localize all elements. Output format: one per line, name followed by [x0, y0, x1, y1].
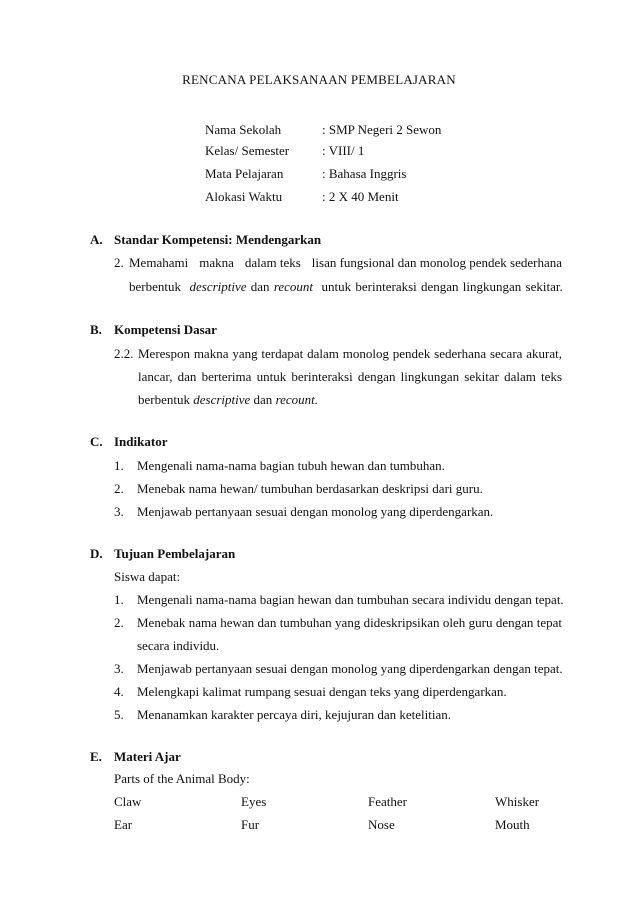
section-letter: E.	[90, 749, 102, 764]
text-segment: Memahami	[129, 255, 189, 270]
text-segment: dan	[250, 279, 270, 294]
text-segment: untuk berinteraksi dengan lingkungan sekitar.	[321, 279, 563, 294]
document-title: RENCANA PELAKSANAAN PEMBELAJARAN	[182, 72, 456, 87]
section-title: Indikator	[114, 434, 168, 449]
section-a-line-1	[129, 255, 562, 271]
info-label: Alokasi Waktu	[205, 189, 283, 204]
info-label: Nama Sekolah	[205, 122, 282, 137]
section-b-heading	[90, 322, 217, 338]
list-number: 3.	[114, 661, 124, 676]
list-item: Mengenali nama-nama bagian tubuh hewan dan tumbuhan.	[137, 458, 445, 473]
list-item-continuation: secara individu.	[137, 638, 220, 653]
section-letter: D.	[90, 546, 103, 561]
section-b-line-3	[138, 392, 318, 408]
list-item: Menanamkan karakter percaya diri, kejujuran dan ketelitian.	[137, 707, 452, 722]
section-a-heading	[90, 232, 321, 248]
italic-term: descriptive	[193, 392, 251, 407]
list-number: 3.	[114, 504, 124, 519]
text-segment: lisan fungsional dan monolog pendek sederhana	[311, 255, 562, 270]
section-a-line-2	[129, 279, 563, 295]
material-term: Ear	[114, 817, 133, 832]
italic-term: recount	[273, 279, 314, 294]
info-value: : VIII/ 1	[322, 143, 365, 158]
list-item: Menebak nama hewan dan tumbuhan yang dideskripsikan oleh guru dengan tepat	[137, 615, 562, 630]
list-number: 2.	[114, 481, 124, 496]
section-letter: C.	[90, 434, 103, 449]
text-segment: dan	[253, 392, 273, 407]
section-title: Materi Ajar	[114, 749, 181, 764]
list-number: 2.	[114, 615, 124, 630]
text-segment: berbentuk	[138, 392, 190, 407]
section-a-number: 2.	[114, 255, 124, 270]
section-e-intro: Parts of the Animal Body:	[114, 771, 250, 786]
material-term: Whisker	[495, 794, 540, 809]
text-segment: dalam teks	[244, 255, 301, 270]
list-item: Menjawab pertanyaan sesuai dengan monolog yang diperdengarkan.	[137, 504, 494, 519]
info-label: Mata Pelajaran	[205, 166, 284, 181]
list-number: 1.	[114, 458, 124, 473]
info-value: : Bahasa Inggris	[322, 166, 407, 181]
list-item: Menebak nama hewan/ tumbuhan berdasarkan deskripsi dari guru.	[137, 481, 483, 496]
list-number: 5.	[114, 707, 124, 722]
list-item: Melengkapi kalimat rumpang sesuai dengan teks yang diperdengarkan.	[137, 684, 507, 699]
section-title: Tujuan Pembelajaran	[114, 546, 236, 561]
section-letter: A.	[90, 232, 103, 247]
section-c-heading	[90, 434, 167, 450]
italic-term: recount.	[275, 392, 319, 407]
info-label: Kelas/ Semester	[205, 143, 290, 158]
section-d-heading	[90, 546, 235, 562]
text-segment: makna	[199, 255, 234, 270]
list-item: Mengenali nama-nama bagian hewan dan tumbuhan secara individu dengan tepat.	[137, 592, 564, 607]
section-b-line-2: lancar, dan berterima untuk berinteraksi dengan lingkungan sekitar dalam teks	[138, 369, 562, 384]
section-b-line-1: Merespon makna yang terdapat dalam monolog pendek sederhana secara akurat,	[138, 346, 562, 361]
section-letter: B.	[90, 322, 102, 337]
section-title: Standar Kompetensi: Mendengarkan	[114, 232, 322, 247]
list-number: 4.	[114, 684, 124, 699]
italic-term: descriptive	[189, 279, 247, 294]
info-value: : SMP Negeri 2 Sewon	[322, 122, 442, 137]
material-term: Claw	[114, 794, 142, 809]
material-term: Nose	[368, 817, 395, 832]
section-title: Kompetensi Dasar	[114, 322, 217, 337]
section-d-intro: Siswa dapat:	[114, 569, 181, 584]
section-e-heading	[90, 749, 181, 765]
text-segment: berbentuk	[129, 279, 181, 294]
info-value: : 2 X 40 Menit	[322, 189, 399, 204]
material-term: Eyes	[241, 794, 267, 809]
section-b-number: 2.2.	[114, 346, 134, 361]
list-number: 1.	[114, 592, 124, 607]
material-term: Feather	[368, 794, 407, 809]
material-term: Mouth	[495, 817, 530, 832]
list-item: Menjawab pertanyaan sesuai dengan monolog yang diperdengarkan dengan tepat.	[137, 661, 563, 676]
material-term: Fur	[241, 817, 260, 832]
